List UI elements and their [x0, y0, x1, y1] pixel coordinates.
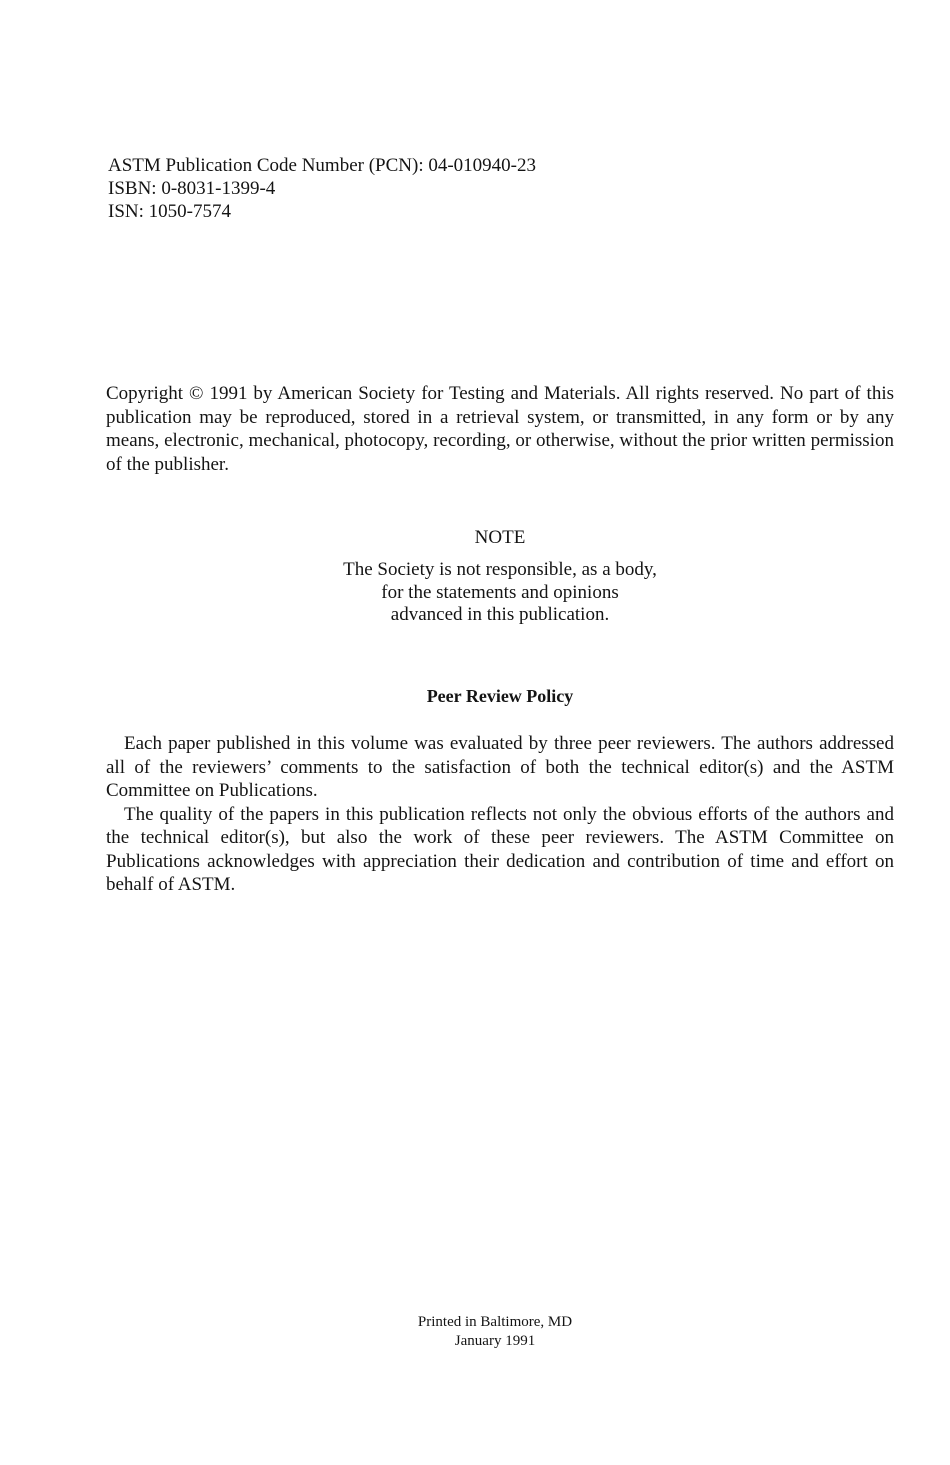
note-line: advanced in this publication.	[390, 604, 610, 625]
note-line: The Society is not responsible, as a body,	[343, 559, 657, 580]
publication-info	[108, 154, 536, 223]
copyright-notice: Copyright © 1991 by American Society for Testing and Materials. All rights reserved. No part of this publication may be reproduced, stored in a retrieval system, or transmitted, in any form or by any means, electronic, mechanical, photocopy, recording, or otherwise, without the prior written permission of the publisher.	[106, 383, 894, 475]
note-text	[250, 559, 750, 627]
isn-line: ISN: 1050-7574	[108, 201, 231, 222]
peer-review-body	[106, 732, 894, 897]
peer-review-paragraph: Each paper published in this volume was evaluated by three peer reviewers. The authors addressed all of the reviewers’ comments to the satisfaction of both the technical editor(s) and the ASTM Committee on Publications.	[106, 733, 894, 801]
note-line: for the statements and opinions	[381, 581, 619, 603]
note-title: NOTE	[474, 527, 526, 548]
peer-review-paragraph: The quality of the papers in this publication reflects not only the obvious efforts of the authors and the technical editor(s), but also the work of these peer reviewers. The ASTM Committee on Publications acknowledges with appreciation their dedication and contribution of time and effort on behalf of ASTM.	[106, 803, 894, 895]
peer-review-title: Peer Review Policy	[426, 686, 574, 706]
pcn-line: ASTM Publication Code Number (PCN): 04-010940-23	[108, 155, 537, 176]
isbn-line: ISBN: 0-8031-1399-4	[108, 178, 276, 199]
printed-location: Printed in Baltimore, MD	[417, 1314, 573, 1330]
printed-info	[300, 1313, 690, 1351]
printed-date: January 1991	[454, 1333, 536, 1349]
note-block	[250, 526, 750, 627]
